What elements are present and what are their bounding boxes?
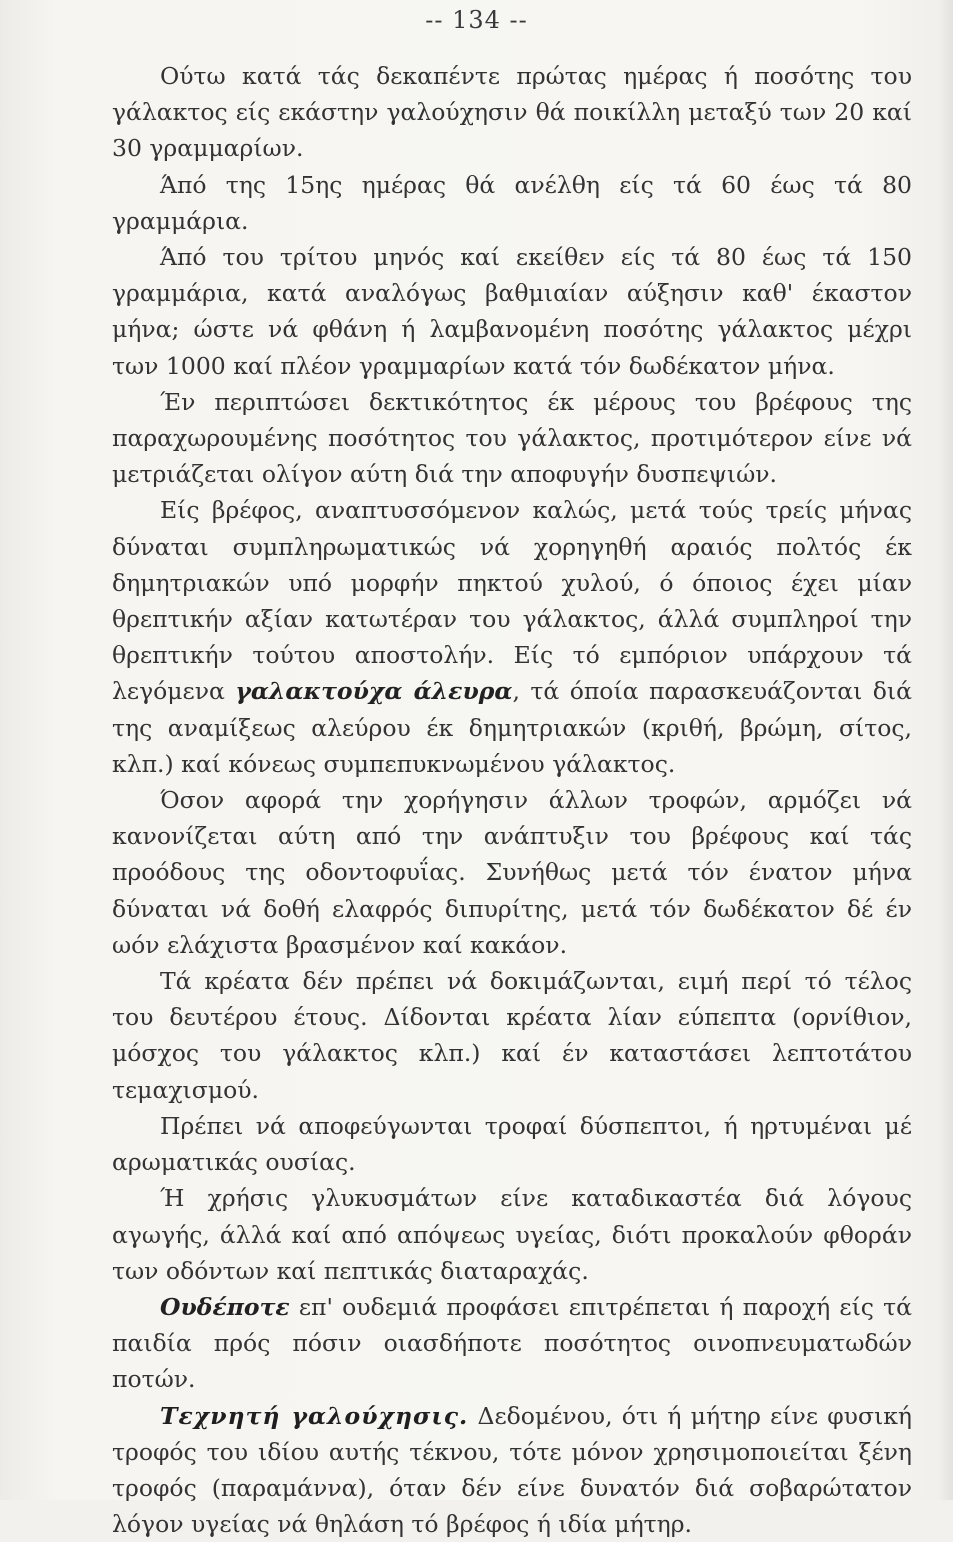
paragraph-10 bbox=[112, 1289, 912, 1398]
paragraph-5-text-after: , τά όποία παρασκευάζονται διά της αναμίξεως αλεύρου έκ δημητριακών (κριθή, βρώμη, σίτος, κλπ.) καί κόνεως συμπεπυκνωμένου γάλακτος. bbox=[112, 677, 912, 778]
section-heading-artificial-feeding: Τεχνητή γαλούχησις. bbox=[160, 1401, 469, 1430]
page-number: -- 134 -- bbox=[425, 6, 528, 34]
paragraph-2: Άπό της 15ης ημέρας θά ανέλθη είς τά 60 έως τά 80 γραμμάρια. bbox=[112, 170, 912, 235]
paragraph-3: Άπό του τρίτου μηνός καί εκείθεν είς τά 80 έως τά 150 γραμμάρια, κατά αναλόγως βαθμιαίαν αύξησιν καθ' έκαστον μήνα; ώστε νά φθάνη ή λαμβανομένη ποσότης γάλακτος μέχρι των 1000 καί πλέον γραμμαρίων κατά τόν δωδέκατον μήνα. bbox=[112, 243, 912, 380]
paragraph-5-text-before: Είς βρέφος, αναπτυσσόμενον καλώς, μετά τούς τρείς μήνας δύναται συμπληρωματικώς νά χορηγηθή αραιός πολτός έκ δημητριακών υπό μορφήν πηκτού χυλού, ό όποιος έχει μίαν θρεπτικήν αξίαν κατωτέραν του γάλακτος, άλλά συμπληροί την θρεπτικήν τούτου αποστολήν. Είς τό εμπόριον υπάρχουν τά λεγόμενα bbox=[112, 496, 912, 706]
paragraph-6: Όσον αφορά την χορήγησιν άλλων τροφών, αρμόζει νά κανονίζεται αύτη από την ανάπτυξιν του βρέφους καί τάς προόδους της οδοντοφυΐας. Συνήθως μετά τόν ένατον μήνα δύναται νά δοθή ελαφρός διπυρίτης, μετά τόν δωδέκατον δέ έν ωόν ελάχιστα βρασμένον καί κακάον. bbox=[112, 786, 912, 959]
emphasis-oudepote: Ουδέποτε bbox=[160, 1292, 290, 1321]
paragraph-9: Ή χρήσις γλυκυσμάτων είνε καταδικαστέα διά λόγους αγωγής, άλλά καί από απόψεως υγείας, διότι προκαλούν φθοράν των οδόντων καί πεπτικάς διαταραχάς. bbox=[112, 1184, 912, 1285]
paragraph-11-text: Δεδομένου, ότι ή μήτηρ είνε φυσική τροφός του ιδίου αυτής τέκνου, τότε μόνον χρησιμοποιείται ξένη τροφός (παραμάννα), όταν δέν είνε δυνατόν διά σοβαρώτατον λόγον υγείας νά θηλάση τό βρέφος ή ιδία μήτηρ. bbox=[112, 1401, 912, 1539]
page-edge-shadow bbox=[939, 0, 953, 1500]
paragraph-11 bbox=[112, 1398, 912, 1542]
text-body bbox=[112, 58, 912, 1542]
paragraph-10-text: επ' ουδεμιά προφάσει επιτρέπεται ή παροχή είς τά παιδία πρός πόσιν οιασδήποτε ποσότητος οινοπνευματωδών ποτών. bbox=[112, 1292, 912, 1394]
paragraph-7: Τά κρέατα δέν πρέπει νά δοκιμάζωνται, ειμή περί τό τέλος του δευτέρου έτους. Δίδονται κρέατα λίαν εύπεπτα (ορνίθιον, μόσχος του γάλακτος κλπ.) καί έν καταστάσει λεπτοτάτου τεμαχισμού. bbox=[112, 967, 912, 1104]
paragraph-5 bbox=[112, 492, 912, 782]
paragraph-1: Ούτω κατά τάς δεκαπέντε πρώτας ημέρας ή ποσότης του γάλακτος είς εκάστην γαλούχησιν θά ποικίλλη μεταξύ των 20 καί 30 γραμμαρίων. bbox=[112, 62, 912, 163]
emphasis-galaktoucha-aleura: γαλακτούχα άλευρα bbox=[235, 677, 513, 706]
paragraph-4: Έν περιπτώσει δεκτικότητος έκ μέρους του βρέφους της παραχωρουμένης ποσότητος του γάλακτος, προτιμότερον είνε νά μετριάζεται ολίγον αύτη διά την αποφυγήν δυσπεψιών. bbox=[112, 387, 912, 489]
paragraph-8: Πρέπει νά αποφεύγωνται τροφαί δύσπεπτοι, ή ηρτυμέναι μέ αρωματικάς ουσίας. bbox=[112, 1111, 912, 1177]
